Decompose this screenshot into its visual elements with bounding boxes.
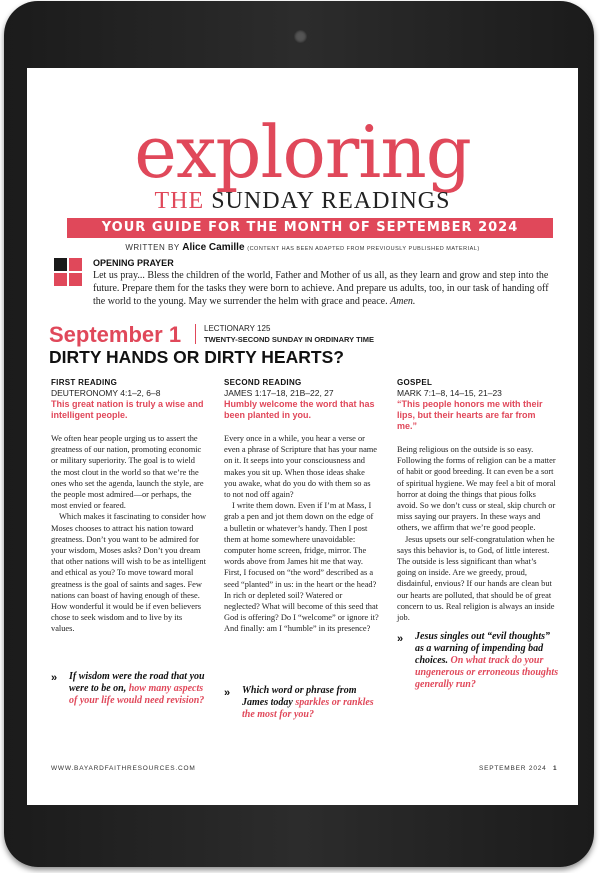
question-dark-text: Jesus singles out “evil thoughts” as a warning of impending bad choices. (415, 631, 551, 666)
question-red-text: sparkles or rankles the most for you? (242, 697, 374, 720)
gospel-column (397, 378, 557, 623)
paragraph: Which makes it fascinating to consider how Moses chooses to attract his nation toward greatness. Don’t you want to be admired for your wisdom, Moses asks? Don’t you dream that other nations will wish to be as intelligent and ethical as you? To move toward moral greatness is the goal of saints and sages. Few nations can boast of having enough of these. How wonderful it would be if even believers chose to seek wisdom and to live by its values. (51, 512, 206, 634)
subtitle-the: THE (154, 188, 205, 214)
question-dark-text: If wisdom were the road that you were to be on, (69, 671, 205, 694)
question-red-text: On what track do your ungenerous or erroneous thoughts generally run? (415, 655, 559, 690)
byline (27, 242, 578, 253)
reading-label: SECOND READING (224, 378, 302, 387)
reflection-question (415, 631, 559, 691)
subtitle-sunday-readings: SUNDAY READINGS (211, 188, 451, 214)
tablet-frame (4, 1, 594, 867)
first-reading-column (51, 378, 206, 635)
reading-subtitle: This great nation is truly a wise and intelligent people. (51, 399, 204, 420)
paragraph: I write them down. Even if I’m at Mass, I grab a pen and jot them down on the edge of a bulletin or whatever’s handy. Then I post them at home somewhere unavoidable: computer home screen, fridge, mirror. The words above from James hit me that way. First, I focused on “the word” described as a seed “planted” in us: in the heart or the head? In rich or depleted soil? Watered or neglected? What will become of this seed that God is offering? Do I “welcome” or ignore it? And finally: am I “humble” in its presence? (224, 501, 379, 634)
chevron-right-icon: » (397, 633, 404, 645)
prayer-square-icon (69, 258, 82, 271)
magazine-title: exploring (134, 110, 471, 194)
question-red-text: how many aspects of your life would need revision? (69, 683, 205, 706)
footer-website[interactable]: WWW.BAYARDFAITHRESOURCES.COM (51, 765, 196, 772)
prayer-square-icon (69, 273, 82, 286)
reading-subtitle: “This people honors me with their lips, but their hearts are far from me.” (397, 399, 543, 431)
prayer-square-icon (54, 258, 67, 271)
magazine-page[interactable] (27, 68, 578, 805)
reading-reference: DEUTERONOMY 4:1–2, 6–8 (51, 388, 161, 398)
magazine-subtitle (27, 188, 578, 214)
reading-label: FIRST READING (51, 378, 118, 387)
byline-prefix: WRITTEN BY (125, 243, 180, 252)
opening-prayer-title: OPENING PRAYER (93, 258, 174, 268)
reading-reference: JAMES 1:17–18, 21B–22, 27 (224, 388, 334, 398)
reflection-question (242, 685, 382, 721)
reflection-question (69, 671, 209, 707)
article-headline: DIRTY HANDS OR DIRTY HEARTS? (49, 347, 344, 367)
sunday-date: September 1 (49, 322, 182, 347)
lectionary-number: LECTIONARY 125 (204, 324, 271, 333)
paragraph: Every once in a while, you hear a verse or even a phrase of Scripture that has your name on it. It seeps into your consciousness and makes you sit up. When those ideas shake you awake, what do you do with them so as to not nod off again? (224, 434, 378, 500)
question-dark-text: Which word or phrase from James today (242, 685, 357, 708)
paragraph: Jesus upsets our self-congratulation when he says this behavior is, to God, of little interest. The outside is less significant than what’s going on inside. Are we greedy, proud, disdainful, envious? If our hands are clean but our hearts are polluted, that should be of great concern to us. Real religion is always an inside job. (397, 534, 555, 623)
camera-icon (294, 30, 307, 43)
prayer-body: Let us pray... Bless the children of the world, Father and Mother of us all, as they learn and grow and step into the future. Prepare them for the tasks they were born to achieve. And prepare us adults, too, in our task of handing off the world to the young. May we surrender the helm with grace and peace. (93, 270, 549, 307)
tagline-band: YOUR GUIDE FOR THE MONTH OF SEPTEMBER 2024 (67, 218, 553, 238)
reading-subtitle: Humbly welcome the word that has been planted in you. (224, 399, 375, 420)
footer-issue: SEPTEMBER 2024 (479, 765, 547, 772)
paragraph: Being religious on the outside is so easy. Following the forms of religion can be a matter of habit or good breeding. It can even be a sort of spiritual hygiene. We may feel a bit of moral horror at doing the things that pious folks avoid. So we don’t cuss or steal, skip church or miss saying our prayers. In these ways and others, we affirm that we’re good people. (397, 445, 556, 533)
page-number: 1 (553, 765, 558, 772)
reading-body (51, 433, 206, 635)
reading-body (397, 444, 557, 623)
author-name: Alice Camille (182, 242, 245, 253)
date-divider (195, 324, 196, 344)
second-reading-column (224, 378, 379, 635)
reading-body (224, 433, 379, 635)
chevron-right-icon: » (224, 687, 231, 699)
reading-reference: MARK 7:1–8, 14–15, 21–23 (397, 388, 502, 398)
chevron-right-icon: » (51, 672, 58, 684)
byline-note: (CONTENT HAS BEEN ADAPTED FROM PREVIOUSLY PUBLISHED MATERIAL) (247, 246, 480, 252)
reading-label: GOSPEL (397, 378, 433, 387)
prayer-square-icon (54, 273, 67, 286)
prayer-amen: Amen. (390, 296, 416, 307)
paragraph: We often hear people urging us to assert the greatness of our nation, promoting economic or military superiority. The goal is to wield the most clout in the world so that we’re the ones who set the agenda, launch the style, are the people most admired—or perhaps, the most envied or feared. (51, 434, 204, 511)
opening-prayer-text (93, 269, 558, 308)
liturgical-day: TWENTY-SECOND SUNDAY IN ORDINARY TIME (204, 335, 375, 344)
